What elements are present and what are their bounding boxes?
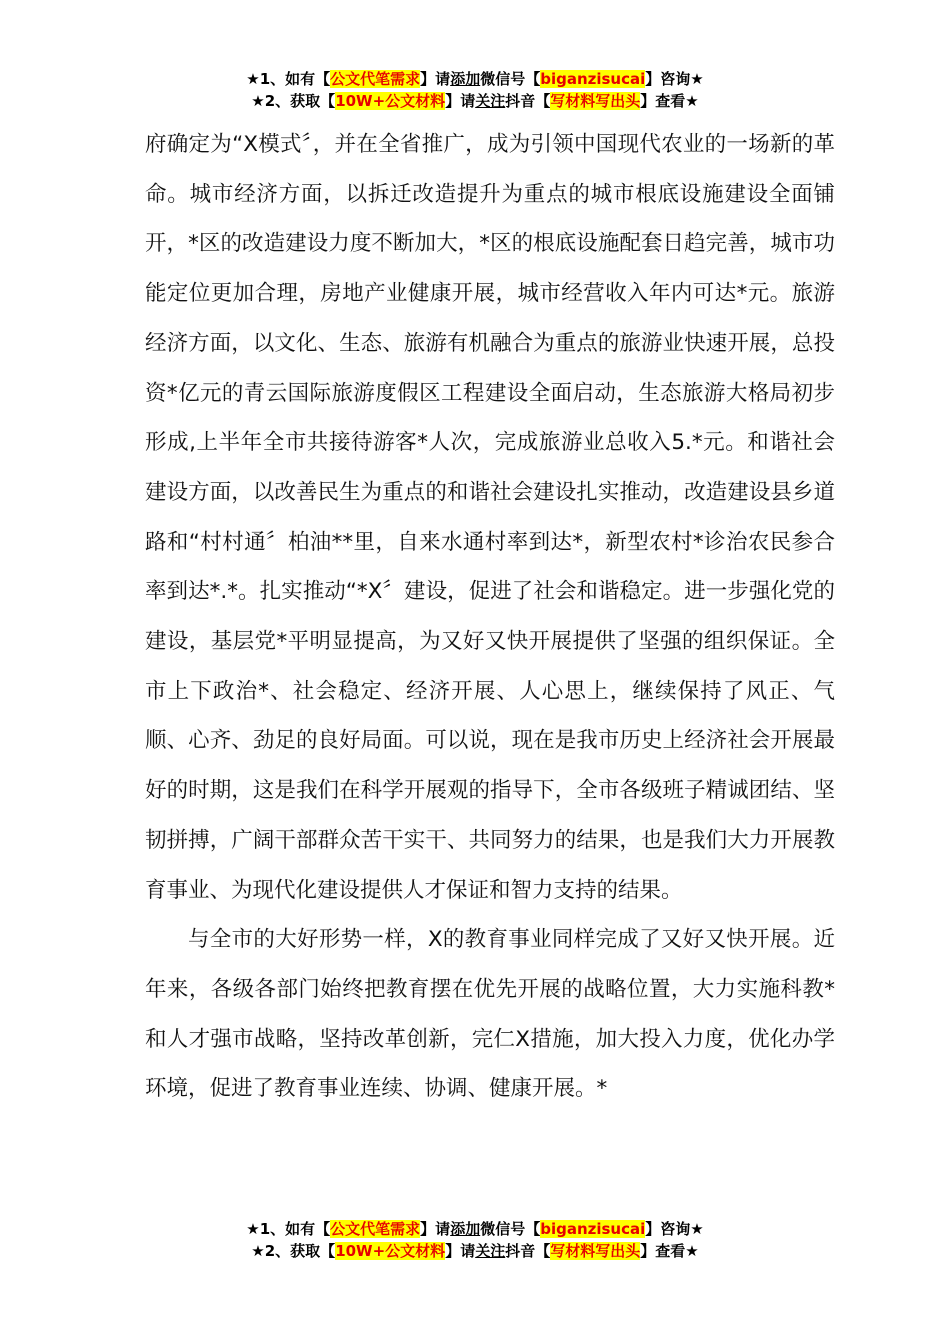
highlight-service: 公文代笔需求: [330, 70, 421, 88]
promo-line-2: ★2、获取【10W+公文材料】请关注抖音【写材料写出头】查看★: [251, 1242, 699, 1260]
promo-line-1: ★1、如有【公文代笔需求】请添加微信号【biganzisucai】咨询★: [246, 70, 704, 88]
highlight-materials: 10W+公文材料: [335, 92, 446, 110]
highlight-douyin-id: 写材料写出头: [550, 1242, 641, 1260]
paragraph: 与全市的大好形势一样，X的教育事业同样完成了又好又快开展。近年来，各级各部门始终把教育摆在优先开展的战略位置，大力实施科教*和人才强市战略，坚持改革创新，完仁X措施，加大投入力度，优化办学环境，促进了教育事业连续、协调、健康开展。*: [145, 927, 835, 1102]
highlight-materials: 10W+公文材料: [335, 1242, 446, 1260]
promo-banner-top: [0, 68, 950, 112]
highlight-wechat-id: biganzisucai: [540, 1220, 646, 1238]
highlight-douyin-id: 写材料写出头: [550, 92, 641, 110]
document-body: [145, 120, 835, 1114]
promo-line-2: ★2、获取【10W+公文材料】请关注抖音【写材料写出头】查看★: [251, 92, 699, 110]
promo-banner-bottom: [0, 1218, 950, 1262]
promo-line-1: ★1、如有【公文代笔需求】请添加微信号【biganzisucai】咨询★: [246, 1220, 704, 1238]
highlight-service: 公文代笔需求: [330, 1220, 421, 1238]
highlight-wechat-id: biganzisucai: [540, 70, 646, 88]
paragraph: 府确定为“X模式〞，并在全省推广，成为引领中国现代农业的一场新的革命。城市经济方面，以拆迁改造提升为重点的城市根底设施建设全面铺开，*区的改造建设力度不断加大，*区的根底设施配套日趋完善，城市功能定位更加合理，房地产业健康开展，城市经营收入年内可达*元。旅游经济方面，以文化、生态、旅游有机融合为重点的旅游业快速开展，总投资*亿元的青云国际旅游度假区工程建设全面启动，生态旅游大格局初步形成,上半年全市共接待游客*人次，完成旅游业总收入5.*元。和谐社会建设方面，以改善民生为重点的和谐社会建设扎实推动，改造建设县乡道路和“村村通〞柏油**里，自来水通村率到达*，新型农村*诊治农民参合率到达*.*。扎实推动“*X〞建设，促进了社会和谐稳定。进一步强化党的建设，基层党*平明显提高，为又好又快开展提供了坚强的组织保证。全市上下政治*、社会稳定、经济开展、人心思上，继续保持了风正、气顺、心齐、劲足的良好局面。可以说，现在是我市历史上经济社会开展最好的时期，这是我们在科学开展观的指导下，全市各级班子精诚团结、坚韧拼搏，广阔干部群众苦干实干、共同努力的结果，也是我们大力开展教育事业、为现代化建设提供人才保证和智力支持的结果。: [145, 132, 835, 903]
